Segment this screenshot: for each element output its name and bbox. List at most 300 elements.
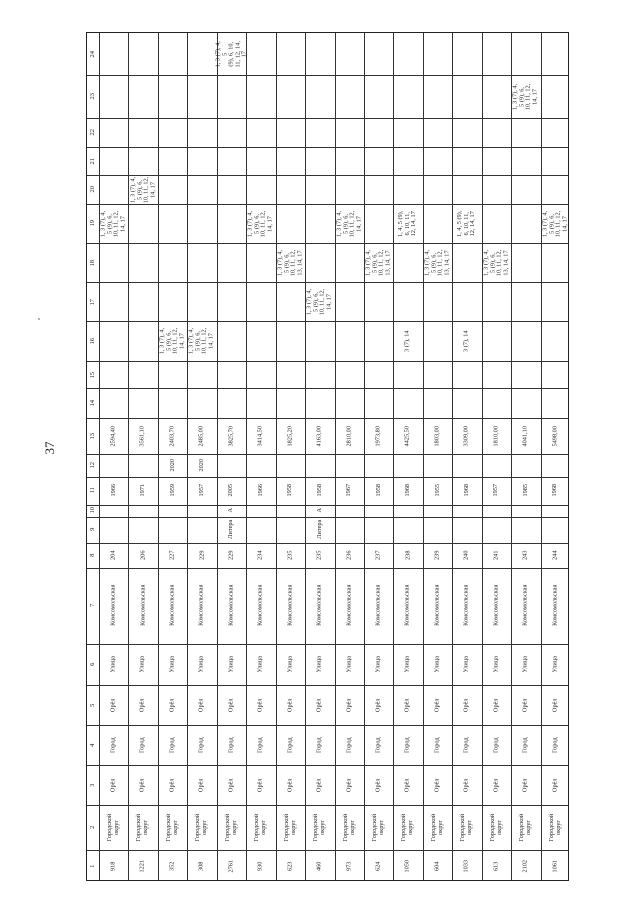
table-cell — [276, 685, 305, 725]
table-cell — [335, 361, 364, 388]
table-cell — [246, 505, 275, 517]
table-cell-text: Городской округ — [488, 813, 503, 842]
table-cell — [335, 517, 364, 543]
table-cell — [364, 644, 393, 685]
table-cell — [128, 75, 157, 118]
table-cell — [511, 282, 540, 321]
table-cell — [393, 147, 422, 175]
table-cell-text: 1, 3 (7), 4, 5 (9), 6, 10, 11, 12, 13, 14, 17 — [276, 249, 303, 277]
table-cell — [364, 418, 393, 454]
table-cell — [482, 418, 511, 454]
table-cell-text: Город — [551, 737, 559, 753]
table-cell — [541, 243, 570, 282]
table-cell — [187, 685, 216, 725]
table-cell-text: 1967 — [344, 484, 352, 497]
column-number-cell — [87, 388, 99, 418]
table-cell — [364, 282, 393, 321]
table-cell — [217, 725, 246, 765]
table-cell — [187, 321, 216, 361]
column-number-cell-text: 2 — [88, 825, 96, 830]
table-cell-text: Комсомольская — [492, 585, 500, 627]
table-cell — [246, 418, 275, 454]
table-cell-text: Улица — [374, 656, 382, 673]
table-cell-text: Комсомольская — [138, 585, 146, 627]
column-number-cell-text: 7 — [88, 604, 96, 608]
table-cell — [276, 805, 305, 850]
table-cell — [452, 850, 481, 882]
data-table — [86, 32, 569, 881]
table-cell — [305, 765, 334, 805]
table-cell-text: Город — [462, 737, 470, 753]
table-cell — [187, 388, 216, 418]
table-cell — [187, 805, 216, 850]
table-cell-text: Орёл — [286, 697, 294, 712]
table-cell-text: 1, 4, 5 (9), 6, 10, 11, 12, 14, 17 — [397, 210, 418, 237]
table-cell — [511, 321, 540, 361]
table-cell — [541, 175, 570, 204]
table-cell — [541, 644, 570, 685]
table-cell — [423, 147, 452, 175]
table-cell — [276, 175, 305, 204]
table-cell — [246, 568, 275, 644]
table-cell-text: 4425,50 — [403, 426, 411, 447]
table-cell-text: 241 — [492, 550, 500, 560]
column-number-cell — [87, 765, 99, 805]
table-cell-text: Орёл — [109, 697, 117, 712]
table-cell — [452, 147, 481, 175]
table-cell — [482, 75, 511, 118]
table-cell-text: 2020 — [197, 459, 205, 472]
table-cell — [217, 118, 246, 147]
table-cell — [187, 75, 216, 118]
table-cell-text: Городской округ — [459, 813, 473, 842]
column-number-cell-text: 9 — [88, 527, 96, 532]
table-cell-text: Городской округ — [430, 813, 444, 842]
table-cell — [246, 33, 275, 75]
table-cell-text: 5498,00 — [551, 426, 559, 447]
table-cell — [305, 725, 334, 765]
table-cell — [393, 175, 422, 204]
table-cell — [482, 517, 511, 543]
table-cell — [541, 204, 570, 243]
table-cell — [423, 765, 452, 805]
table-cell — [246, 204, 275, 243]
column-number-cell-text: 24 — [88, 50, 96, 58]
table-cell-text: А — [315, 508, 323, 513]
table-cell-text: Комсомольская — [344, 585, 352, 627]
table-cell-text: Орёл — [315, 778, 323, 792]
table-cell — [246, 454, 275, 476]
table-cell — [305, 418, 334, 454]
table-cell — [364, 805, 393, 850]
table-cell — [482, 765, 511, 805]
table-cell-text: Орёл — [286, 778, 294, 792]
table-cell — [482, 282, 511, 321]
table-cell-text: 1957 — [492, 484, 500, 497]
table-cell-text: 1971 — [138, 484, 146, 497]
column-number-cell — [87, 543, 99, 568]
table-cell-text: 930 — [256, 861, 264, 871]
table-cell — [482, 243, 511, 282]
table-cell — [423, 282, 452, 321]
table-cell — [364, 204, 393, 243]
table-cell — [423, 361, 452, 388]
table-cell — [158, 282, 187, 321]
table-cell — [335, 568, 364, 644]
table-cell — [158, 644, 187, 685]
table-cell — [246, 147, 275, 175]
table-cell — [423, 568, 452, 644]
table-cell — [305, 75, 334, 118]
table-cell — [128, 517, 157, 543]
table-cell — [276, 543, 305, 568]
table-cell — [128, 725, 157, 765]
table-cell — [99, 361, 128, 388]
table-cell — [246, 644, 275, 685]
table-cell — [541, 361, 570, 388]
table-cell — [541, 765, 570, 805]
column-number-cell-text: 19 — [88, 220, 96, 227]
column-number-cell-text: 8 — [88, 553, 96, 557]
table-cell — [482, 568, 511, 644]
table-cell — [541, 147, 570, 175]
table-cell — [452, 388, 481, 418]
table-cell — [335, 644, 364, 685]
table-cell — [246, 282, 275, 321]
table-cell — [158, 454, 187, 476]
table-cell-text: Город — [256, 737, 264, 753]
table-cell — [541, 725, 570, 765]
table-cell — [128, 454, 157, 476]
table-cell-text: 624 — [374, 861, 382, 871]
table-cell — [335, 388, 364, 418]
table-cell — [158, 175, 187, 204]
table-cell — [364, 175, 393, 204]
table-cell-text: 1, 3 (7), 4, 5 (9), 6, 10, 11, 12, 14, 17 — [541, 210, 568, 237]
column-number-cell-text: 11 — [88, 487, 96, 494]
table-cell — [511, 418, 540, 454]
table-cell — [99, 517, 128, 543]
table-cell-text: 243 — [521, 550, 529, 560]
table-cell — [541, 477, 570, 505]
column-number-cell — [87, 147, 99, 175]
column-number-cell-text: 12 — [88, 462, 96, 469]
table-cell-text: Орёл — [433, 778, 441, 792]
table-cell — [217, 517, 246, 543]
table-cell — [187, 517, 216, 543]
table-cell — [482, 175, 511, 204]
table-cell-text: 460 — [315, 861, 323, 871]
table-cell — [452, 543, 481, 568]
table-cell — [511, 517, 540, 543]
table-cell-text: 229 — [227, 550, 235, 560]
table-cell-text: Орёл — [403, 778, 411, 792]
table-cell — [217, 243, 246, 282]
table-cell — [423, 685, 452, 725]
column-number-cell — [87, 805, 99, 850]
table-cell — [99, 685, 128, 725]
table-cell-text: 1, 3 (7), 4, 5 (9), 6, 10, 11, 12, 14, 17 — [305, 288, 333, 316]
table-cell-text: Комсомольская — [374, 585, 382, 627]
table-cell — [482, 543, 511, 568]
table-cell — [276, 418, 305, 454]
table-cell — [511, 505, 540, 517]
table-cell-text: 1, 3 (7), 4, 5 (9), 6, 10, 11, 12, 14, 17 — [99, 210, 127, 237]
table-cell — [217, 321, 246, 361]
table-cell — [99, 418, 128, 454]
table-cell — [541, 568, 570, 644]
table-cell-text: Орёл — [462, 697, 470, 712]
table-cell — [158, 765, 187, 805]
table-cell-text: 206 — [138, 550, 146, 560]
table-cell — [99, 175, 128, 204]
table-cell-text: Орёл — [344, 697, 352, 712]
table-cell — [128, 282, 157, 321]
table-cell — [335, 685, 364, 725]
table-cell — [217, 454, 246, 476]
table-cell — [187, 765, 216, 805]
table-cell — [364, 765, 393, 805]
table-cell — [158, 388, 187, 418]
table-cell — [99, 644, 128, 685]
table-cell-text: Орёл — [374, 778, 382, 792]
table-cell — [541, 454, 570, 476]
table-cell-text: 2005 — [227, 484, 235, 497]
table-cell-text: А — [227, 508, 235, 513]
table-cell — [335, 505, 364, 517]
table-cell — [393, 543, 422, 568]
table-cell — [335, 850, 364, 882]
table-cell — [364, 568, 393, 644]
table-cell — [452, 361, 481, 388]
table-cell-text: Улица — [197, 656, 205, 673]
table-cell-text: Орёл — [227, 697, 235, 712]
column-number-cell — [87, 850, 99, 882]
table-cell — [187, 850, 216, 882]
table-cell — [99, 477, 128, 505]
table-cell — [335, 33, 364, 75]
table-cell — [187, 477, 216, 505]
table-cell — [541, 118, 570, 147]
table-cell-text: 623 — [286, 861, 294, 871]
table-cell — [393, 505, 422, 517]
table-cell — [217, 850, 246, 882]
table-cell — [187, 118, 216, 147]
table-cell — [482, 204, 511, 243]
table-cell-text: Улица — [256, 656, 264, 673]
table-cell — [305, 175, 334, 204]
table-cell — [452, 204, 481, 243]
table-cell-text: 1958 — [286, 484, 294, 497]
table-cell — [335, 725, 364, 765]
table-cell-text: 2020 — [168, 459, 176, 472]
table-cell — [158, 321, 187, 361]
table-cell-text: 240 — [462, 550, 470, 560]
table-cell — [158, 361, 187, 388]
table-cell — [452, 685, 481, 725]
table-cell — [217, 75, 246, 118]
table-cell — [305, 477, 334, 505]
table-cell — [128, 505, 157, 517]
table-cell — [276, 33, 305, 75]
table-cell — [158, 418, 187, 454]
table-cell-text: Городской округ — [547, 813, 562, 842]
table-cell-text: Городской округ — [518, 813, 532, 842]
table-cell — [482, 321, 511, 361]
table-cell-text: Орёл — [492, 778, 500, 792]
table-cell — [393, 388, 422, 418]
table-cell-text: Город — [521, 737, 529, 753]
table-cell — [335, 418, 364, 454]
table-cell — [99, 543, 128, 568]
table-cell — [305, 543, 334, 568]
table-cell — [128, 765, 157, 805]
table-cell — [128, 361, 157, 388]
column-number-cell-text: 20 — [88, 186, 96, 193]
table-cell — [511, 175, 540, 204]
table-cell — [393, 685, 422, 725]
table-cell — [452, 282, 481, 321]
table-cell-text: Комсомольская — [462, 585, 470, 627]
table-cell — [335, 75, 364, 118]
table-cell-text: Город — [315, 737, 323, 753]
table-cell — [511, 725, 540, 765]
table-cell — [246, 321, 275, 361]
table-cell — [452, 805, 481, 850]
table-cell — [393, 243, 422, 282]
table-cell — [305, 204, 334, 243]
table-cell-text: Улица — [433, 656, 441, 673]
table-cell — [217, 477, 246, 505]
table-cell-text: 1, 4, 5 (9), 6, 10, 11, 12, 14, 17 — [456, 210, 477, 237]
table-cell — [246, 175, 275, 204]
table-cell — [217, 685, 246, 725]
table-cell-text: 2810,00 — [344, 426, 352, 447]
table-cell — [99, 204, 128, 243]
table-cell-text: Орёл — [433, 697, 441, 712]
table-cell-text: 235 — [315, 550, 323, 560]
column-number-cell — [87, 243, 99, 282]
table-cell — [364, 543, 393, 568]
table-cell-text: 1966 — [109, 484, 117, 497]
table-cell — [541, 282, 570, 321]
table-cell — [128, 175, 157, 204]
table-cell — [276, 568, 305, 644]
table-cell-text: 1061 — [551, 859, 559, 873]
table-cell-text: 237 — [374, 550, 382, 560]
table-cell — [276, 454, 305, 476]
table-cell — [482, 805, 511, 850]
table-cell — [99, 568, 128, 644]
table-cell — [482, 33, 511, 75]
table-cell — [276, 282, 305, 321]
table-cell-text: Орёл — [168, 697, 176, 712]
table-cell — [511, 33, 540, 75]
table-cell-text: 1985 — [521, 484, 529, 497]
table-cell — [99, 388, 128, 418]
column-number-cell-text: 17 — [88, 298, 96, 306]
table-cell-text: Городской округ — [135, 813, 150, 842]
table-cell-text: Комсомольская — [197, 585, 205, 627]
table-cell — [99, 147, 128, 175]
table-cell — [128, 568, 157, 644]
table-cell — [364, 477, 393, 505]
table-cell — [364, 33, 393, 75]
column-number-cell-text: 21 — [88, 157, 96, 165]
table-cell — [423, 725, 452, 765]
table-cell — [305, 644, 334, 685]
table-cell-text: 1, 3 (7), 4, 5 (9), 6, 10, 11, 12, 13, 14, 17 — [482, 249, 509, 277]
table-cell-text: Орёл — [403, 697, 411, 712]
table-cell — [99, 805, 128, 850]
table-cell — [276, 477, 305, 505]
table-cell — [393, 805, 422, 850]
column-number-cell — [87, 454, 99, 476]
table-cell — [276, 644, 305, 685]
table-cell — [393, 477, 422, 505]
table-cell — [423, 505, 452, 517]
table-cell — [511, 568, 540, 644]
table-cell — [217, 505, 246, 517]
column-number-cell — [87, 477, 99, 505]
table-cell — [305, 388, 334, 418]
page-number: 37 — [42, 441, 57, 455]
column-number-cell — [87, 118, 99, 147]
table-cell-text: 352 — [168, 861, 176, 871]
table-cell — [452, 418, 481, 454]
table-cell — [128, 204, 157, 243]
table-cell — [187, 505, 216, 517]
table-cell — [276, 321, 305, 361]
table-cell — [335, 454, 364, 476]
table-cell-text: Орёл — [168, 778, 176, 792]
table-cell-text: Город — [109, 737, 117, 753]
table-cell — [305, 147, 334, 175]
table-cell — [511, 454, 540, 476]
table-cell — [99, 243, 128, 282]
table-cell — [511, 361, 540, 388]
table-cell — [335, 204, 364, 243]
table-cell — [187, 361, 216, 388]
table-cell-text: 238 — [403, 550, 411, 560]
table-cell — [423, 517, 452, 543]
table-cell — [305, 243, 334, 282]
table-cell — [187, 418, 216, 454]
table-cell — [158, 147, 187, 175]
table-cell — [128, 118, 157, 147]
table-cell-text: 4163,00 — [315, 426, 323, 447]
table-cell-text: 236 — [344, 550, 352, 560]
table-cell — [128, 644, 157, 685]
table-cell — [482, 118, 511, 147]
table-cell — [541, 33, 570, 75]
table-cell-text: 973 — [344, 861, 352, 871]
table-cell-text: 3309,00 — [462, 426, 470, 447]
table-cell — [541, 388, 570, 418]
table-cell — [217, 644, 246, 685]
table-cell — [305, 454, 334, 476]
table-cell — [128, 477, 157, 505]
table-cell — [452, 725, 481, 765]
table-cell-text: 1, 3 (7), 4, 5 (9), 6, 10, 11, 12, 14, 17 — [129, 176, 156, 203]
table-cell — [452, 505, 481, 517]
table-cell — [158, 725, 187, 765]
table-cell — [364, 118, 393, 147]
table-cell-text: Литера — [227, 519, 235, 540]
table-cell — [511, 75, 540, 118]
table-cell — [187, 725, 216, 765]
table-cell-text: Улица — [492, 656, 500, 673]
